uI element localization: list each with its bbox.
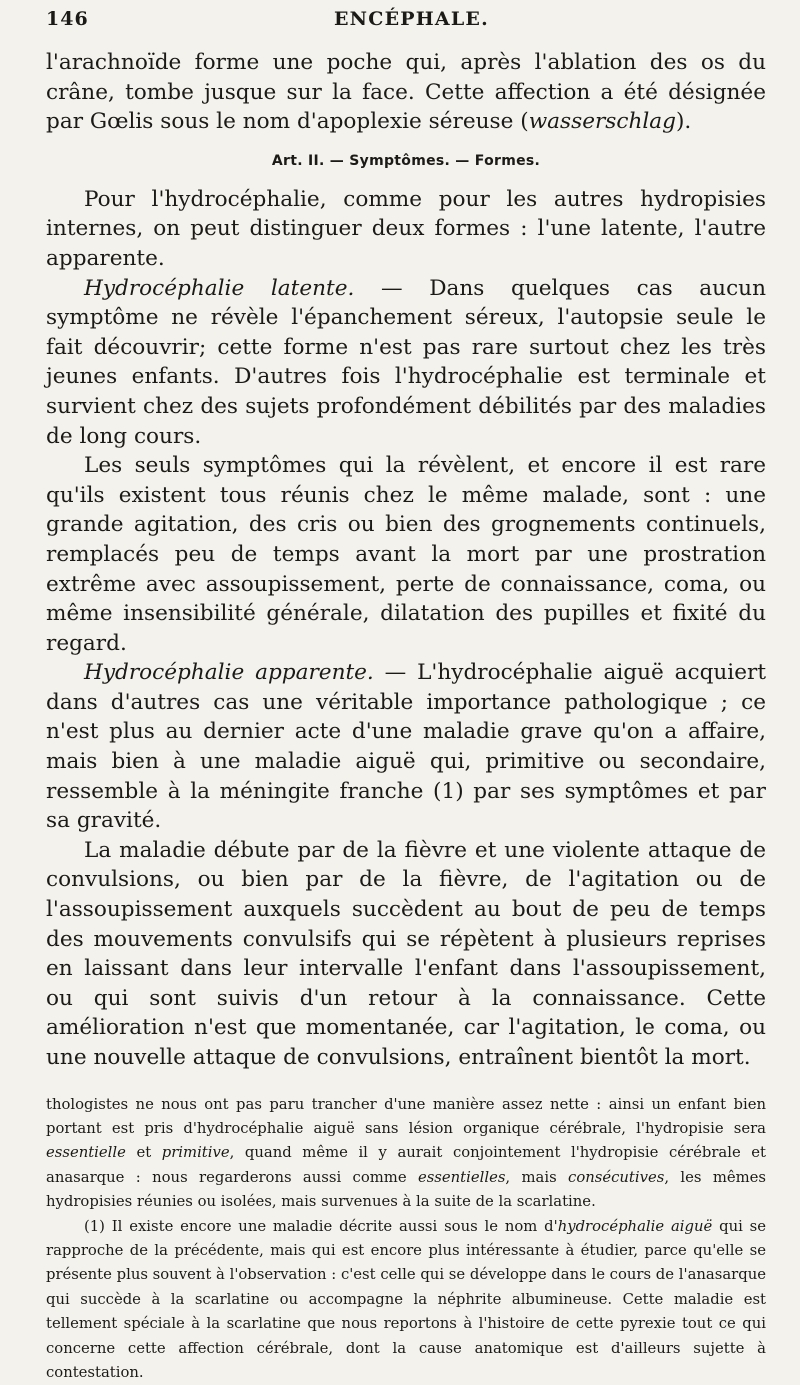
paragraph-symptoms: Les seuls symptômes qui la révèlent, et encore il est rare qu'ils existent tous réunis chez le même malade, sont : une grande agitation, des cris ou bien des grognements continuels, remplacés peu de temps avant la mort par une prostration extrême avec assoupissement, perte de connaissance, coma, ou même insensibilité générale, dilatation des pupilles et fixité du regard. xyxy=(46,453,766,656)
intro-paragraph: l'arachnoïde forme une poche qui, après l'ablation des os du crâne, tombe jusque sur la face. Cette affection a été désignée par Gœlis sous le nom d'apoplexie séreuse (wasserschlag). xyxy=(46,50,766,135)
paragraph-apparent: Hydrocéphalie apparente. — L'hydrocéphalie aiguë acquiert dans d'autres cas une véritable importance pathologique ; ce n'est plus au dernier acte d'une maladie grave qu'on a affaire, mais bien à une maladie aiguë qui, primitive ou secondaire, ressemble à la méningite franche (1) par ses symptômes et par sa gravité. xyxy=(46,660,766,834)
running-head: ENCÉPHALE. xyxy=(334,8,489,30)
footnote-continuation: thologistes ne nous ont pas paru trancher d'une manière assez nette : ainsi un enfant bien portant est pris d'hydrocéphalie aiguë sans lésion organique cérébrale, l'hydropisie sera essentielle et primitive, quand même il y aurait conjointement l'hydropisie cérébrale et anasarque : nous regarderons aussi comme essentielles, mais consécutives, les mêmes hydropisies réunies ou isolées, mais survenues à la suite de la scarlatine. xyxy=(46,1095,766,1211)
paragraph-forms: Pour l'hydrocéphalie, comme pour les autres hydropisies internes, on peut distinguer deux formes : l'une latente, l'autre apparente. xyxy=(46,186,766,271)
section-label-apparent: Hydrocéphalie apparente. xyxy=(84,660,374,686)
footnote-1: (1) Il existe encore une maladie décrite aussi sous le nom d'hydrocéphalie aiguë qui se rapproche de la précédente, mais qui est encore plus intéressante à étudier, parce qu'elle se présente plus souvent à l'observation : c'est celle qui se développe dans le cours de l'anasarque qui succède à la scarlatine ou accompagne la néphrite albumineuse. Cette maladie est tellement spéciale à la scarlatine que nous reportons à l'histoire de cette pyrexie tout ce qui concerne cette affection cérébrale, dont la cause anatomique est d'ailleurs sujette à contestation. xyxy=(46,1217,767,1382)
page-number: 146 xyxy=(46,8,89,30)
section-label-latent: Hydrocéphalie latente. xyxy=(84,275,355,301)
footnotes xyxy=(46,1093,766,1385)
page-header xyxy=(46,8,766,48)
paragraph-onset: La maladie débute par de la fièvre et une violente attaque de convulsions, ou bien par de la fièvre, de l'agitation ou de l'assoupissement auxquels succèdent au bout de peu de temps des mouvements convulsifs qui se répètent à plusieurs reprises en laissant dans leur intervalle l'enfant dans l'assoupissement, ou qui sont suivis d'un retour à la connaissance. Cette amélioration n'est que momentanée, car l'agitation, le coma, ou une nouvelle attaque de convulsions, entraînent bientôt la mort. xyxy=(46,837,766,1070)
paragraph-latent: Hydrocéphalie latente. — Dans quelques cas aucun symptôme ne révèle l'épanchement séreux, l'autopsie seule le fait découvrir; cette forme n'est pas rare surtout chez les très jeunes enfants. D'autres fois l'hydrocéphalie est terminale et survient chez des sujets profondément débilités par des maladies de long cours. xyxy=(46,275,766,449)
article-heading: Art. II. — Symptômes. — Formes. xyxy=(271,152,541,169)
intro-term: wasserschlag xyxy=(528,109,676,135)
